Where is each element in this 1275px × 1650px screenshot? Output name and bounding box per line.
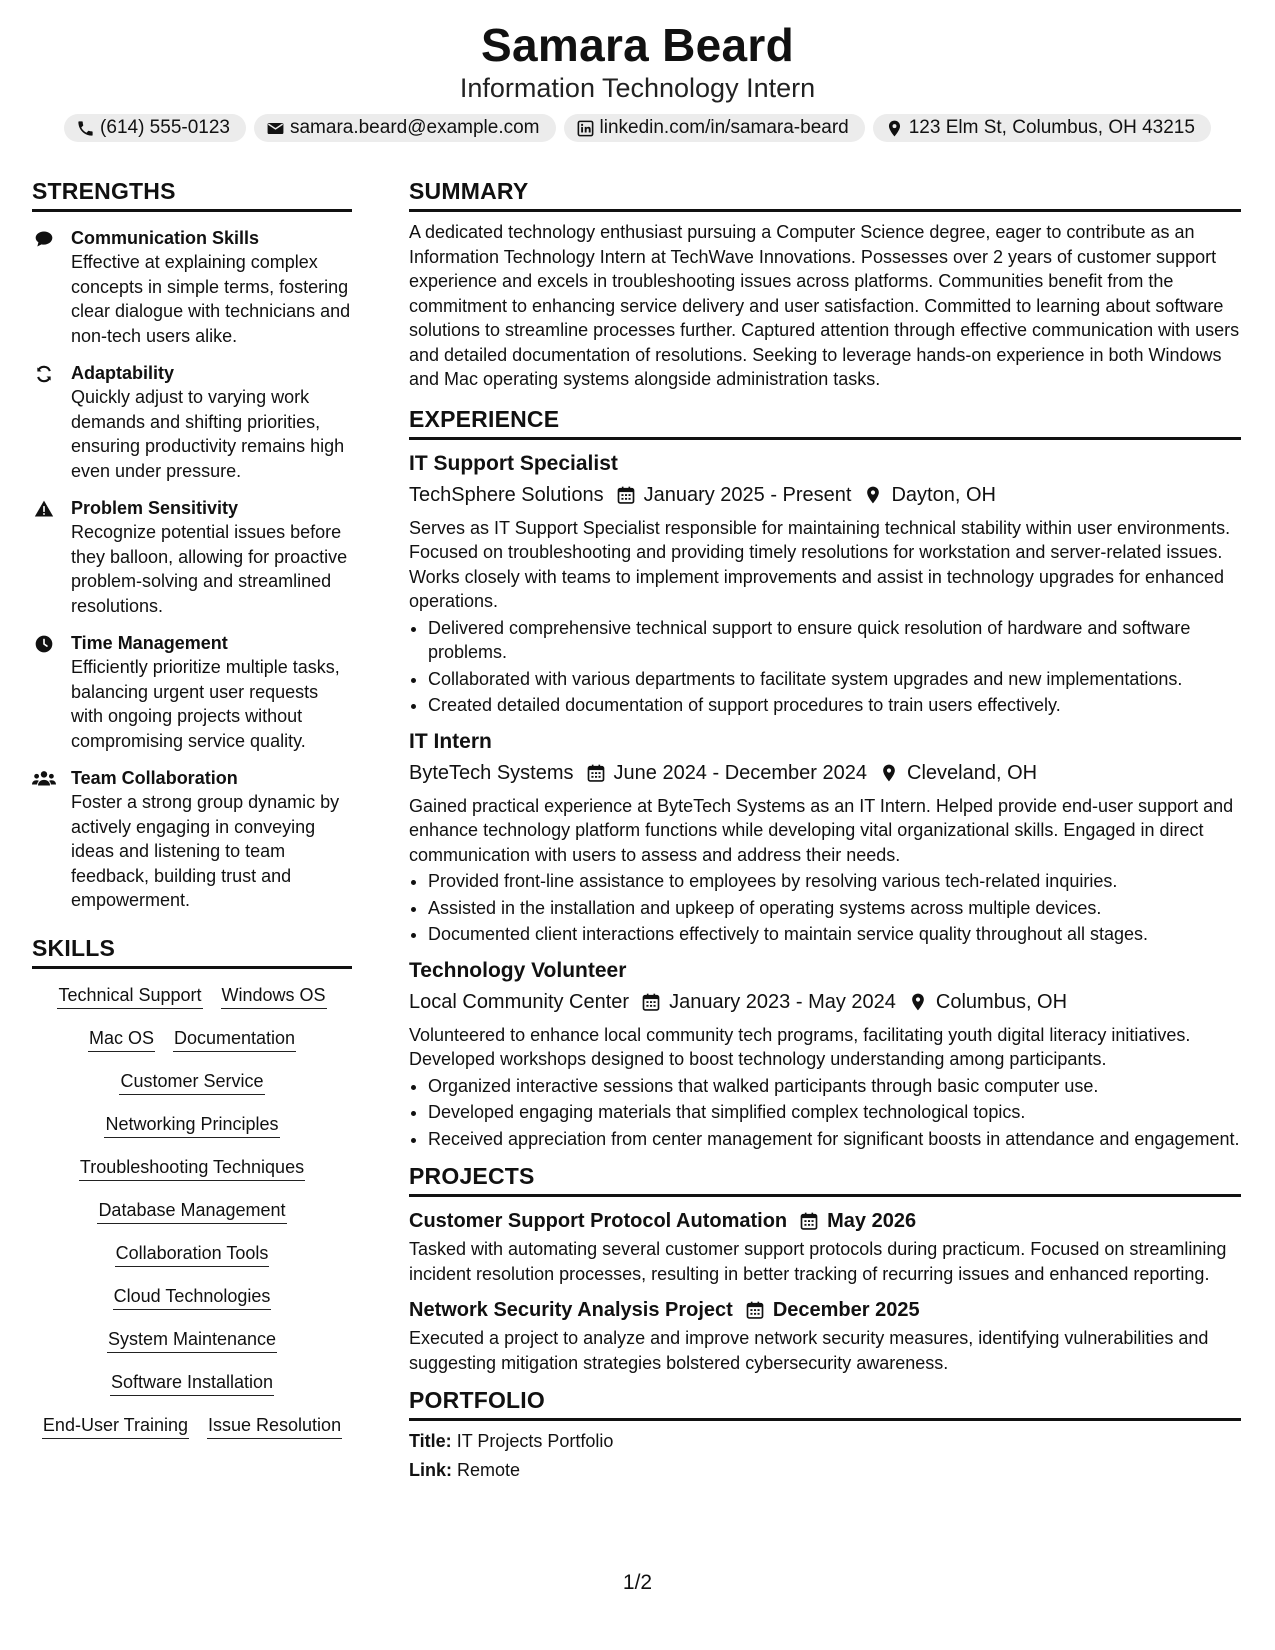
- job-bullets: [409, 616, 1241, 718]
- project-date: May 2026: [827, 1210, 917, 1232]
- calendar-icon: [616, 485, 636, 505]
- project-name: Customer Support Protocol Automation: [409, 1210, 788, 1232]
- job-description: Gained practical experience at ByteTech Systems as an IT Intern. Helped provide end-user support and enhance technology platform functions while developing vital organizational skills. Engaged in direct communication with users to assess and address their needs.: [409, 795, 1234, 865]
- warning-triangle-icon: [34, 499, 54, 519]
- speech-bubble-icon: [34, 229, 54, 249]
- skill-tag: Windows OS: [221, 983, 327, 1009]
- list-item: • Received appreciation from center management for significant boosts in attendance and engagement.: [428, 1127, 1241, 1152]
- portfolio-link-row: [409, 1456, 1241, 1485]
- strengths-heading: STRENGTHS: [32, 178, 352, 212]
- job-entry: [409, 450, 1241, 718]
- job-meta: [409, 758, 1241, 788]
- contact-email[interactable]: [254, 114, 556, 142]
- calendar-icon: [799, 1211, 819, 1231]
- project-description: Executed a project to analyze and improve network security measures, identifying vulnerabilities and suggesting mitigation strategies bolstered cybersecurity awareness.: [409, 1328, 1209, 1373]
- job-dates: June 2024 - December 2024: [613, 761, 868, 784]
- project-entry: [409, 1207, 1241, 1286]
- left-column: [32, 178, 352, 1439]
- job-entry: [409, 728, 1241, 947]
- job-title-heading: Information Technology Intern: [459, 73, 816, 103]
- project-entry: [409, 1296, 1241, 1375]
- job-location: Cleveland, OH: [907, 761, 1038, 784]
- map-pin-icon: [885, 119, 904, 138]
- job-location: Columbus, OH: [935, 990, 1068, 1013]
- list-item: • Provided front-line assistance to employees by resolving various tech-related inquiries.: [428, 869, 1241, 894]
- list-item: • Documented client interactions effectively to maintain service quality throughout all stages.: [428, 922, 1241, 947]
- contact-address-text: 123 Elm St, Columbus, OH 43215: [908, 117, 1195, 138]
- job-dates: January 2025 - Present: [643, 483, 852, 506]
- page-number: 1/2: [622, 1571, 653, 1594]
- calendar-icon: [745, 1300, 765, 1320]
- strength-description: Recognize potential issues before they balloon, allowing for proactive problem-solving and streamlined resolutions.: [71, 522, 348, 616]
- skill-tag: Collaboration Tools: [115, 1241, 270, 1267]
- skill-tag: Documentation: [173, 1026, 296, 1052]
- project-name: Network Security Analysis Project: [409, 1299, 733, 1321]
- skill-tag: Cloud Technologies: [113, 1284, 272, 1310]
- skill-tag: Mac OS: [88, 1026, 155, 1052]
- job-description: Serves as IT Support Specialist responsible for maintaining technical stability within user environments. Focused on troubleshooting and providing timely resolutions for workstation and server-related issues. Works closely with teams to implement improvements and assist in technology upgrades for enhanced operations.: [409, 517, 1231, 611]
- project-header: [409, 1207, 1241, 1235]
- summary-heading: SUMMARY: [409, 178, 1241, 212]
- portfolio-title-label: Title:: [409, 1431, 452, 1451]
- job-bullets: [409, 869, 1241, 947]
- sync-arrows-icon: [34, 364, 54, 384]
- contact-linkedin-text: linkedin.com/in/samara-beard: [599, 117, 849, 138]
- skills-list: [32, 983, 352, 1439]
- job-meta: [409, 987, 1241, 1017]
- portfolio-link-value[interactable]: Remote: [457, 1460, 521, 1480]
- contact-phone[interactable]: [64, 114, 246, 142]
- strength-description: Efficiently prioritize multiple tasks, balancing urgent user requests with ongoing projects without compromising service quality.: [71, 657, 340, 751]
- strength-description: Quickly adjust to varying work demands and shifting priorities, ensuring productivity remains high even under pressure.: [71, 387, 345, 481]
- strength-item: [32, 631, 352, 753]
- experience-heading: EXPERIENCE: [409, 406, 1241, 440]
- list-item: • Organized interactive sessions that walked participants through basic computer use.: [428, 1074, 1241, 1099]
- job-bullets: [409, 1074, 1241, 1152]
- strength-item: [32, 766, 352, 913]
- strength-name: Time Management: [71, 633, 228, 653]
- job-dates: January 2023 - May 2024: [669, 990, 896, 1013]
- envelope-icon: [266, 119, 285, 138]
- map-pin-icon: [863, 485, 883, 505]
- job-meta: [409, 480, 1241, 510]
- contact-phone-text: (614) 555-0123: [100, 117, 230, 138]
- skill-tag: Customer Service: [119, 1069, 264, 1095]
- strength-name: Communication Skills: [71, 228, 260, 248]
- projects-heading: PROJECTS: [409, 1163, 1241, 1197]
- skills-heading: SKILLS: [32, 935, 352, 969]
- project-date: December 2025: [772, 1299, 920, 1321]
- job-role: IT Support Specialist: [409, 451, 618, 475]
- skill-tag: Database Management: [97, 1198, 286, 1224]
- clock-icon: [34, 634, 54, 654]
- strength-name: Team Collaboration: [71, 768, 238, 788]
- contact-email-text: samara.beard@example.com: [289, 117, 540, 138]
- project-description: Tasked with automating several customer support protocols during practicum. Focused on streamlining incident resolution processes, resulting in better tracking of recurring issues and enhanced reporting.: [409, 1239, 1227, 1284]
- contact-address[interactable]: [873, 114, 1211, 142]
- strength-description: Effective at explaining complex concepts in simple terms, fostering clear dialogue with technicians and non-tech users alike.: [71, 252, 351, 346]
- skill-tag: Software Installation: [110, 1370, 274, 1396]
- strength-item: [32, 496, 352, 618]
- list-item: • Developed engaging materials that simplified complex technological topics.: [428, 1100, 1241, 1125]
- right-column: [409, 178, 1241, 1485]
- job-company: TechSphere Solutions: [409, 483, 604, 506]
- list-item: • Delivered comprehensive technical support to ensure quick resolution of hardware and software problems.: [428, 616, 1241, 665]
- skill-tag: Issue Resolution: [207, 1413, 342, 1439]
- calendar-icon: [641, 992, 661, 1012]
- job-company: Local Community Center: [409, 990, 630, 1013]
- job-entry: [409, 957, 1241, 1152]
- strength-name: Adaptability: [71, 363, 175, 383]
- summary-text: A dedicated technology enthusiast pursuing a Computer Science degree, eager to contribute as an Information Technology Intern at TechWave Innovations. Possesses over 2 years of customer support experience and excels in troubleshooting issues across platforms. Communities benefit from the commitment to enhancing service delivery and user satisfaction. Committed to learning about software solutions to streamline processes further. Captured attention through effective communication with users and detailed documentation of resolutions. Seeking to leverage hands-on experience in both Windows and Mac operating systems alongside administration tasks.: [409, 222, 1240, 389]
- list-item: • Assisted in the installation and upkeep of operating systems across multiple devices.: [428, 896, 1241, 921]
- job-role: IT Intern: [409, 729, 492, 753]
- contact-linkedin[interactable]: [564, 114, 865, 142]
- linkedin-icon: [576, 119, 595, 138]
- list-item: • Collaborated with various departments to facilitate system upgrades and new implementations.: [428, 667, 1241, 692]
- project-header: [409, 1296, 1241, 1324]
- strength-item: [32, 226, 352, 348]
- map-pin-icon: [879, 763, 899, 783]
- job-description: Volunteered to enhance local community tech programs, facilitating youth digital literacy initiatives. Developed workshops designed to boost technology understanding among participants.: [409, 1024, 1191, 1069]
- portfolio-heading: PORTFOLIO: [409, 1387, 1241, 1421]
- contact-bar: [0, 114, 1275, 142]
- strength-name: Problem Sensitivity: [71, 498, 239, 518]
- skill-tag: Networking Principles: [104, 1112, 279, 1138]
- job-company: ByteTech Systems: [409, 761, 574, 784]
- skill-tag: Technical Support: [57, 983, 202, 1009]
- job-role: Technology Volunteer: [409, 958, 627, 982]
- job-location: Dayton, OH: [891, 483, 996, 506]
- skill-tag: System Maintenance: [107, 1327, 277, 1353]
- portfolio-link-label: Link:: [409, 1460, 452, 1480]
- users-icon: [32, 769, 56, 789]
- phone-icon: [76, 119, 95, 138]
- skill-tag: Troubleshooting Techniques: [79, 1155, 305, 1181]
- strength-description: Foster a strong group dynamic by actively engaging in conveying ideas and listening to team feedback, building trust and empowerment.: [71, 792, 340, 910]
- strength-item: [32, 361, 352, 483]
- candidate-name: Samara Beard: [481, 19, 794, 71]
- skill-tag: End-User Training: [42, 1413, 189, 1439]
- portfolio-title-value: IT Projects Portfolio: [456, 1431, 614, 1451]
- map-pin-icon: [908, 992, 928, 1012]
- list-item: • Created detailed documentation of support procedures to train users effectively.: [428, 693, 1241, 718]
- calendar-icon: [586, 763, 606, 783]
- portfolio-title-row: [409, 1427, 1241, 1456]
